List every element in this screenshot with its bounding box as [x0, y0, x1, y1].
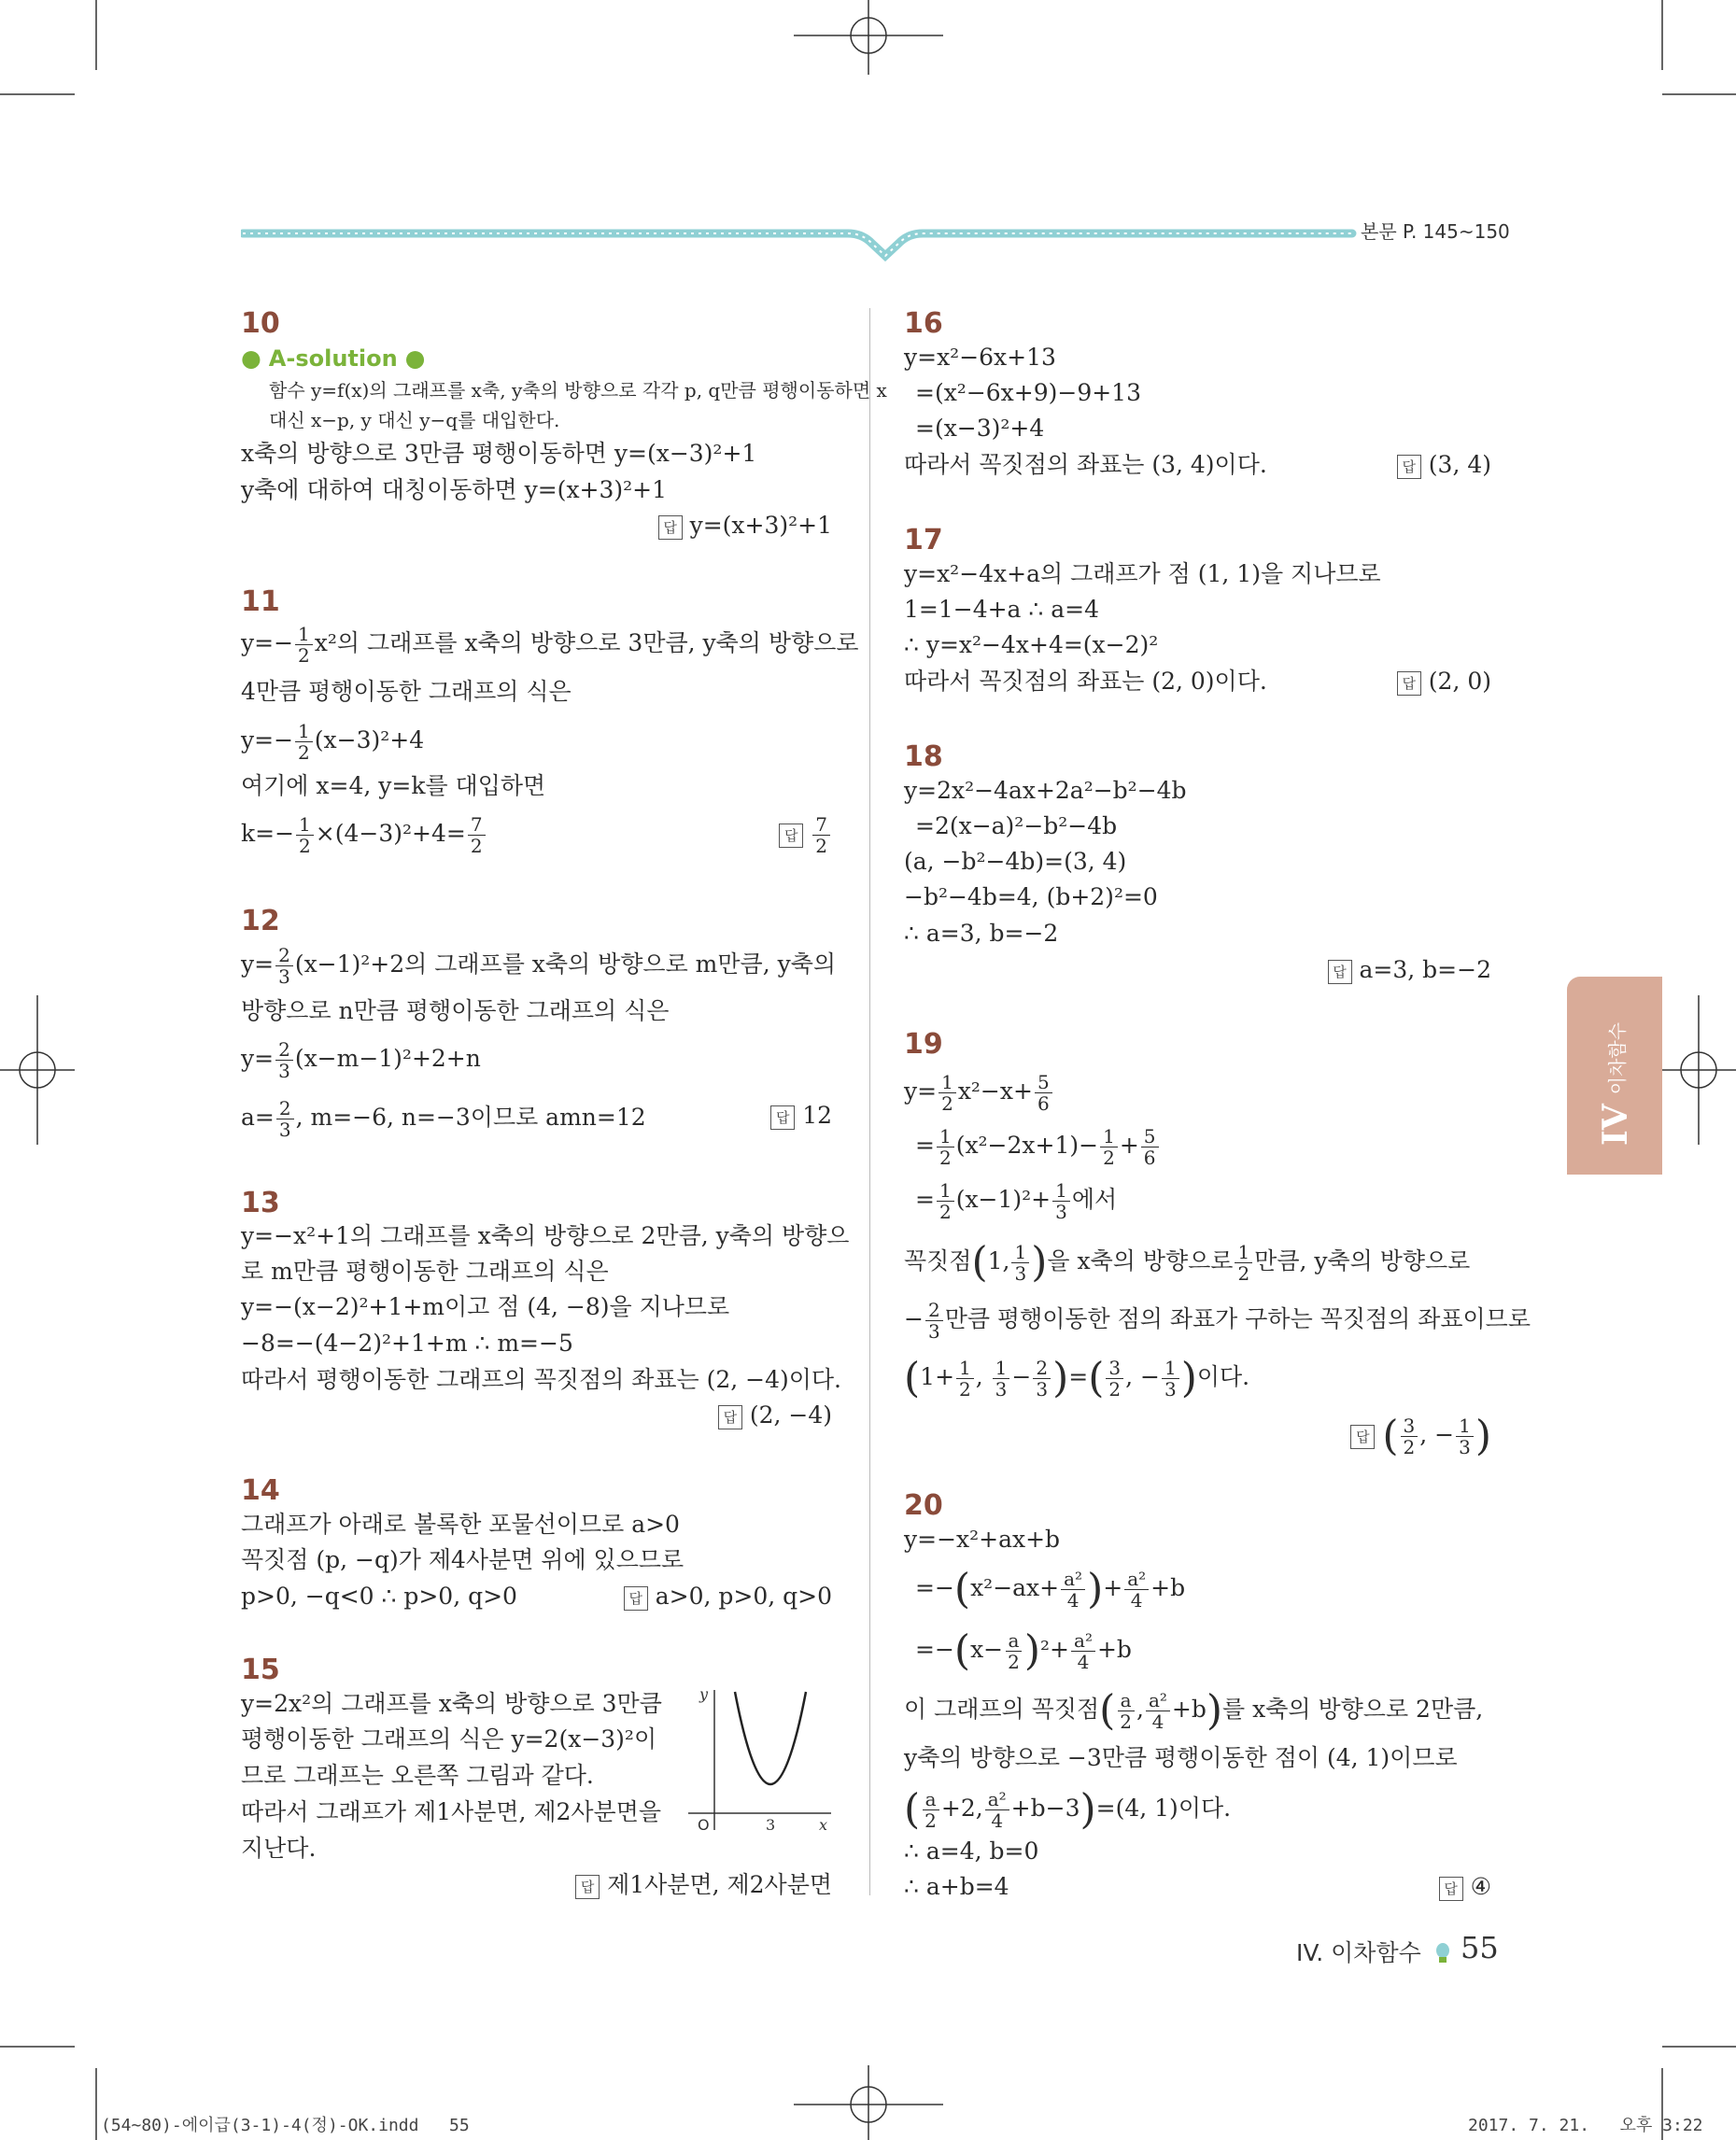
problem-13-line5: 따라서 평행이동한 그래프의 꼭짓점의 좌표는 (2, −4)이다. [241, 1366, 841, 1393]
problem-16-line1: y=x²−6x+13 [904, 344, 1056, 371]
problem-17-line1: y=x²−4x+a의 그래프가 점 (1, 1)을 지나므로 [904, 560, 1381, 587]
problem-20-line1: y=−x²+ax+b [904, 1526, 1061, 1553]
problem-19-line3: = $\frac{1}{2}$ (x−1)²+ $\frac{1}{3}$ 에서 [915, 1179, 1118, 1223]
problem-14-answer: 답 a>0, p>0, q>0 [624, 1579, 832, 1614]
problem-12-line3: y= $\frac{2}{3}$ (x−m−1)²+2+n [241, 1038, 481, 1082]
lightbulb-icon [1434, 1942, 1451, 1966]
problem-20-answer: 답 ④ [1439, 1869, 1491, 1905]
problem-16-line3: =(x−3)²+4 [915, 415, 1045, 442]
problem-11-line1: y=− $\frac{1}{2}$ x²의 그래프를 x축의 방향으로 3만큼, y축의 방향으로 [241, 623, 859, 667]
problem-16-answer: 답 (3, 4) [1397, 447, 1491, 483]
problem-17-answer: 답 (2, 0) [1397, 664, 1491, 699]
problem-19-answer: 답 ( $\frac{3}{2}$ , − $\frac{1}{3}$ ) [1350, 1415, 1491, 1457]
graph-x-label: x [819, 1816, 828, 1834]
problem-14-number: 14 [241, 1474, 280, 1507]
problem-15-line3: 므로 그래프는 오른쪽 그림과 같다. [241, 1762, 594, 1789]
problem-11-number: 11 [241, 585, 280, 618]
graph-y-label: y [699, 1685, 709, 1703]
problem-20-line3: =−(x− $\frac{a}{2}$ )²+ $\frac{\text{a²}}{4}$ +b [915, 1626, 1132, 1675]
problem-19-line4: 꼭짓점(1, $\frac{1}{3}$ )을 x축의 방향으로 $\frac{1}{2}$ 만큼, y축의 방향으로 [904, 1238, 1471, 1287]
problem-12-answer: 답 12 [770, 1098, 832, 1133]
problem-13-line1: y=−x²+1의 그래프를 x축의 방향으로 2만큼, y축의 방향으 [241, 1222, 850, 1249]
problem-10-asol-line1: 함수 y=f(x)의 그래프를 x축, y축의 방향으로 각각 p, q만큼 평행이동하면 x [269, 379, 887, 401]
problem-15-number: 15 [241, 1654, 280, 1686]
problem-15-line1: y=2x²의 그래프를 x축의 방향으로 3만큼 [241, 1690, 662, 1717]
problem-20-line7: ∴ a=4, b=0 [904, 1837, 1039, 1865]
column-divider [869, 308, 870, 1895]
problem-11-line2: 4만큼 평행이동한 그래프의 식은 [241, 678, 572, 705]
footer-file-name: (54~80)-에이급(3-1)-4(정)-OK.indd 55 [101, 2116, 470, 2135]
problem-20-line8: ∴ a+b=4 [904, 1873, 1009, 1900]
problem-12-number: 12 [241, 905, 280, 937]
problem-11-line4: 여기에 x=4, y=k를 대입하면 [241, 772, 546, 799]
header-page-range: 본문 P. 145~150 [1361, 220, 1510, 243]
problem-17-line4: 따라서 꼭짓점의 좌표는 (2, 0)이다. [904, 668, 1267, 695]
problem-17-line2: 1=1−4+a ∴ a=4 [904, 596, 1100, 623]
problem-18-number: 18 [904, 740, 943, 773]
side-tab-label: 이차함수 [1605, 1021, 1629, 1095]
problem-13-line2: 로 m만큼 평행이동한 그래프의 식은 [241, 1258, 609, 1285]
problem-18-answer: 답 a=3, b=−2 [1328, 952, 1491, 988]
answer-mark: 답 [658, 515, 683, 540]
problem-11-answer: 답 $\frac{7}{2}$ [779, 814, 832, 856]
graph-origin: O [698, 1816, 710, 1834]
problem-13-answer: 답 (2, −4) [718, 1398, 832, 1433]
problem-18-line4: −b²−4b=4, (b+2)²=0 [904, 883, 1158, 910]
problem-10-answer: 답 y=(x+3)²+1 [658, 508, 832, 543]
problem-15-answer: 답 제1사분면, 제2사분면 [575, 1867, 832, 1903]
problem-11-line3: y=− $\frac{1}{2}$ (x−3)²+4 [241, 720, 425, 764]
problem-12-line1: y= $\frac{2}{3}$ (x−1)²+2의 그래프를 x축의 방향으로 m만큼, y축의 [241, 944, 837, 988]
problem-16-line2: =(x²−6x+9)−9+13 [915, 379, 1141, 406]
problem-10-asol-line2: 대신 x−p, y 대신 y−q를 대입한다. [269, 409, 560, 431]
problem-14-line3: p>0, −q<0 ∴ p>0, q>0 [241, 1583, 517, 1610]
problem-19-line2: = $\frac{1}{2}$ (x²−2x+1)− $\frac{1}{2}$ + $\frac{5}{6}$ [915, 1126, 1161, 1168]
problem-15-graph [677, 1681, 836, 1844]
problem-20-line6: ( $\frac{a}{2}$ +2, $\frac{\text{a²}}{4}$ +b−3)=(4, 1)이다. [904, 1785, 1232, 1834]
footer-chapter: IV. 이차함수 [1296, 1935, 1451, 1968]
problem-14-line1: 그래프가 아래로 볼록한 포물선이므로 a>0 [241, 1511, 680, 1538]
graph-vertex-x: 3 [766, 1816, 776, 1834]
problem-15-line5: 지난다. [241, 1835, 317, 1862]
problem-12-line2: 방향으로 n만큼 평행이동한 그래프의 식은 [241, 997, 670, 1024]
problem-15-line4: 따라서 그래프가 제1사분면, 제2사분면을 [241, 1798, 661, 1825]
problem-13-line3: y=−(x−2)²+1+m이고 점 (4, −8)을 지나므로 [241, 1293, 730, 1320]
problem-14-line2: 꼭짓점 (p, −q)가 제4사분면 위에 있으므로 [241, 1546, 685, 1573]
problem-20-line4: 이 그래프의 꼭짓점( $\frac{a}{2}$ , $\frac{\text{a²}}{4}$ +b)를 x축의 방향으로 2만큼, [904, 1686, 1484, 1735]
problem-18-line3: (a, −b²−4b)=(3, 4) [904, 848, 1127, 875]
problem-16-number: 16 [904, 307, 943, 340]
problem-13-line4: −8=−(4−2)²+1+m ∴ m=−5 [241, 1330, 573, 1357]
problem-10-asolution: ● A-solution ● [241, 345, 426, 372]
problem-20-line5: y축의 방향으로 −3만큼 평행이동한 점이 (4, 1)이므로 [904, 1744, 1458, 1771]
problem-19-line5: − $\frac{2}{3}$ 만큼 평행이동한 점의 좌표가 구하는 꼭짓점의 좌표이므로 [904, 1299, 1531, 1343]
problem-11-line5: k=− $\frac{1}{2}$ ×(4−3)²+4= $\frac{7}{2}$ [241, 814, 487, 856]
problem-20-number: 20 [904, 1489, 943, 1522]
problem-18-line5: ∴ a=3, b=−2 [904, 920, 1059, 947]
problem-18-line1: y=2x²−4ax+2a²−b²−4b [904, 777, 1187, 804]
header-band [241, 215, 1362, 261]
problem-19-line6: (1+ $\frac{1}{2}$ , $\frac{1}{3}$ − $\frac{2}{3}$ )=( $\frac{3}{2}$ , − $\frac{1}{3}$ )이다. [904, 1354, 1250, 1402]
problem-19-line1: y= $\frac{1}{2}$ x²−x+ $\frac{5}{6}$ [904, 1072, 1054, 1114]
problem-16-line4: 따라서 꼭짓점의 좌표는 (3, 4)이다. [904, 451, 1267, 478]
problem-19-number: 19 [904, 1028, 943, 1061]
problem-10-line2: y축에 대하여 대칭이동하면 y=(x+3)²+1 [241, 476, 668, 503]
problem-13-number: 13 [241, 1187, 280, 1219]
problem-15-line2: 평행이동한 그래프의 식은 y=2(x−3)²이 [241, 1725, 657, 1753]
problem-12-line4: a= $\frac{2}{3}$ , m=−6, n=−3이므로 amn=12 [241, 1097, 646, 1141]
footer-page-number: 55 [1461, 1930, 1499, 1965]
side-tab-numeral: IV [1596, 1104, 1635, 1147]
asolution-label: A-solution [268, 345, 398, 372]
problem-17-line3: ∴ y=x²−4x+4=(x−2)² [904, 631, 1159, 658]
problem-17-number: 17 [904, 524, 943, 556]
problem-10-number: 10 [241, 307, 280, 340]
problem-10-line1: x축의 방향으로 3만큼 평행이동하면 y=(x−3)²+1 [241, 440, 757, 467]
side-tab [1567, 977, 1662, 1175]
footer-timestamp: 2017. 7. 21. 오후 3:22 [1468, 2116, 1703, 2135]
problem-18-line2: =2(x−a)²−b²−4b [915, 812, 1118, 839]
problem-20-line2: =−(x²−ax+ $\frac{\text{a²}}{4}$ )+ $\frac{\text{a²}}{4}$ +b [915, 1565, 1186, 1613]
